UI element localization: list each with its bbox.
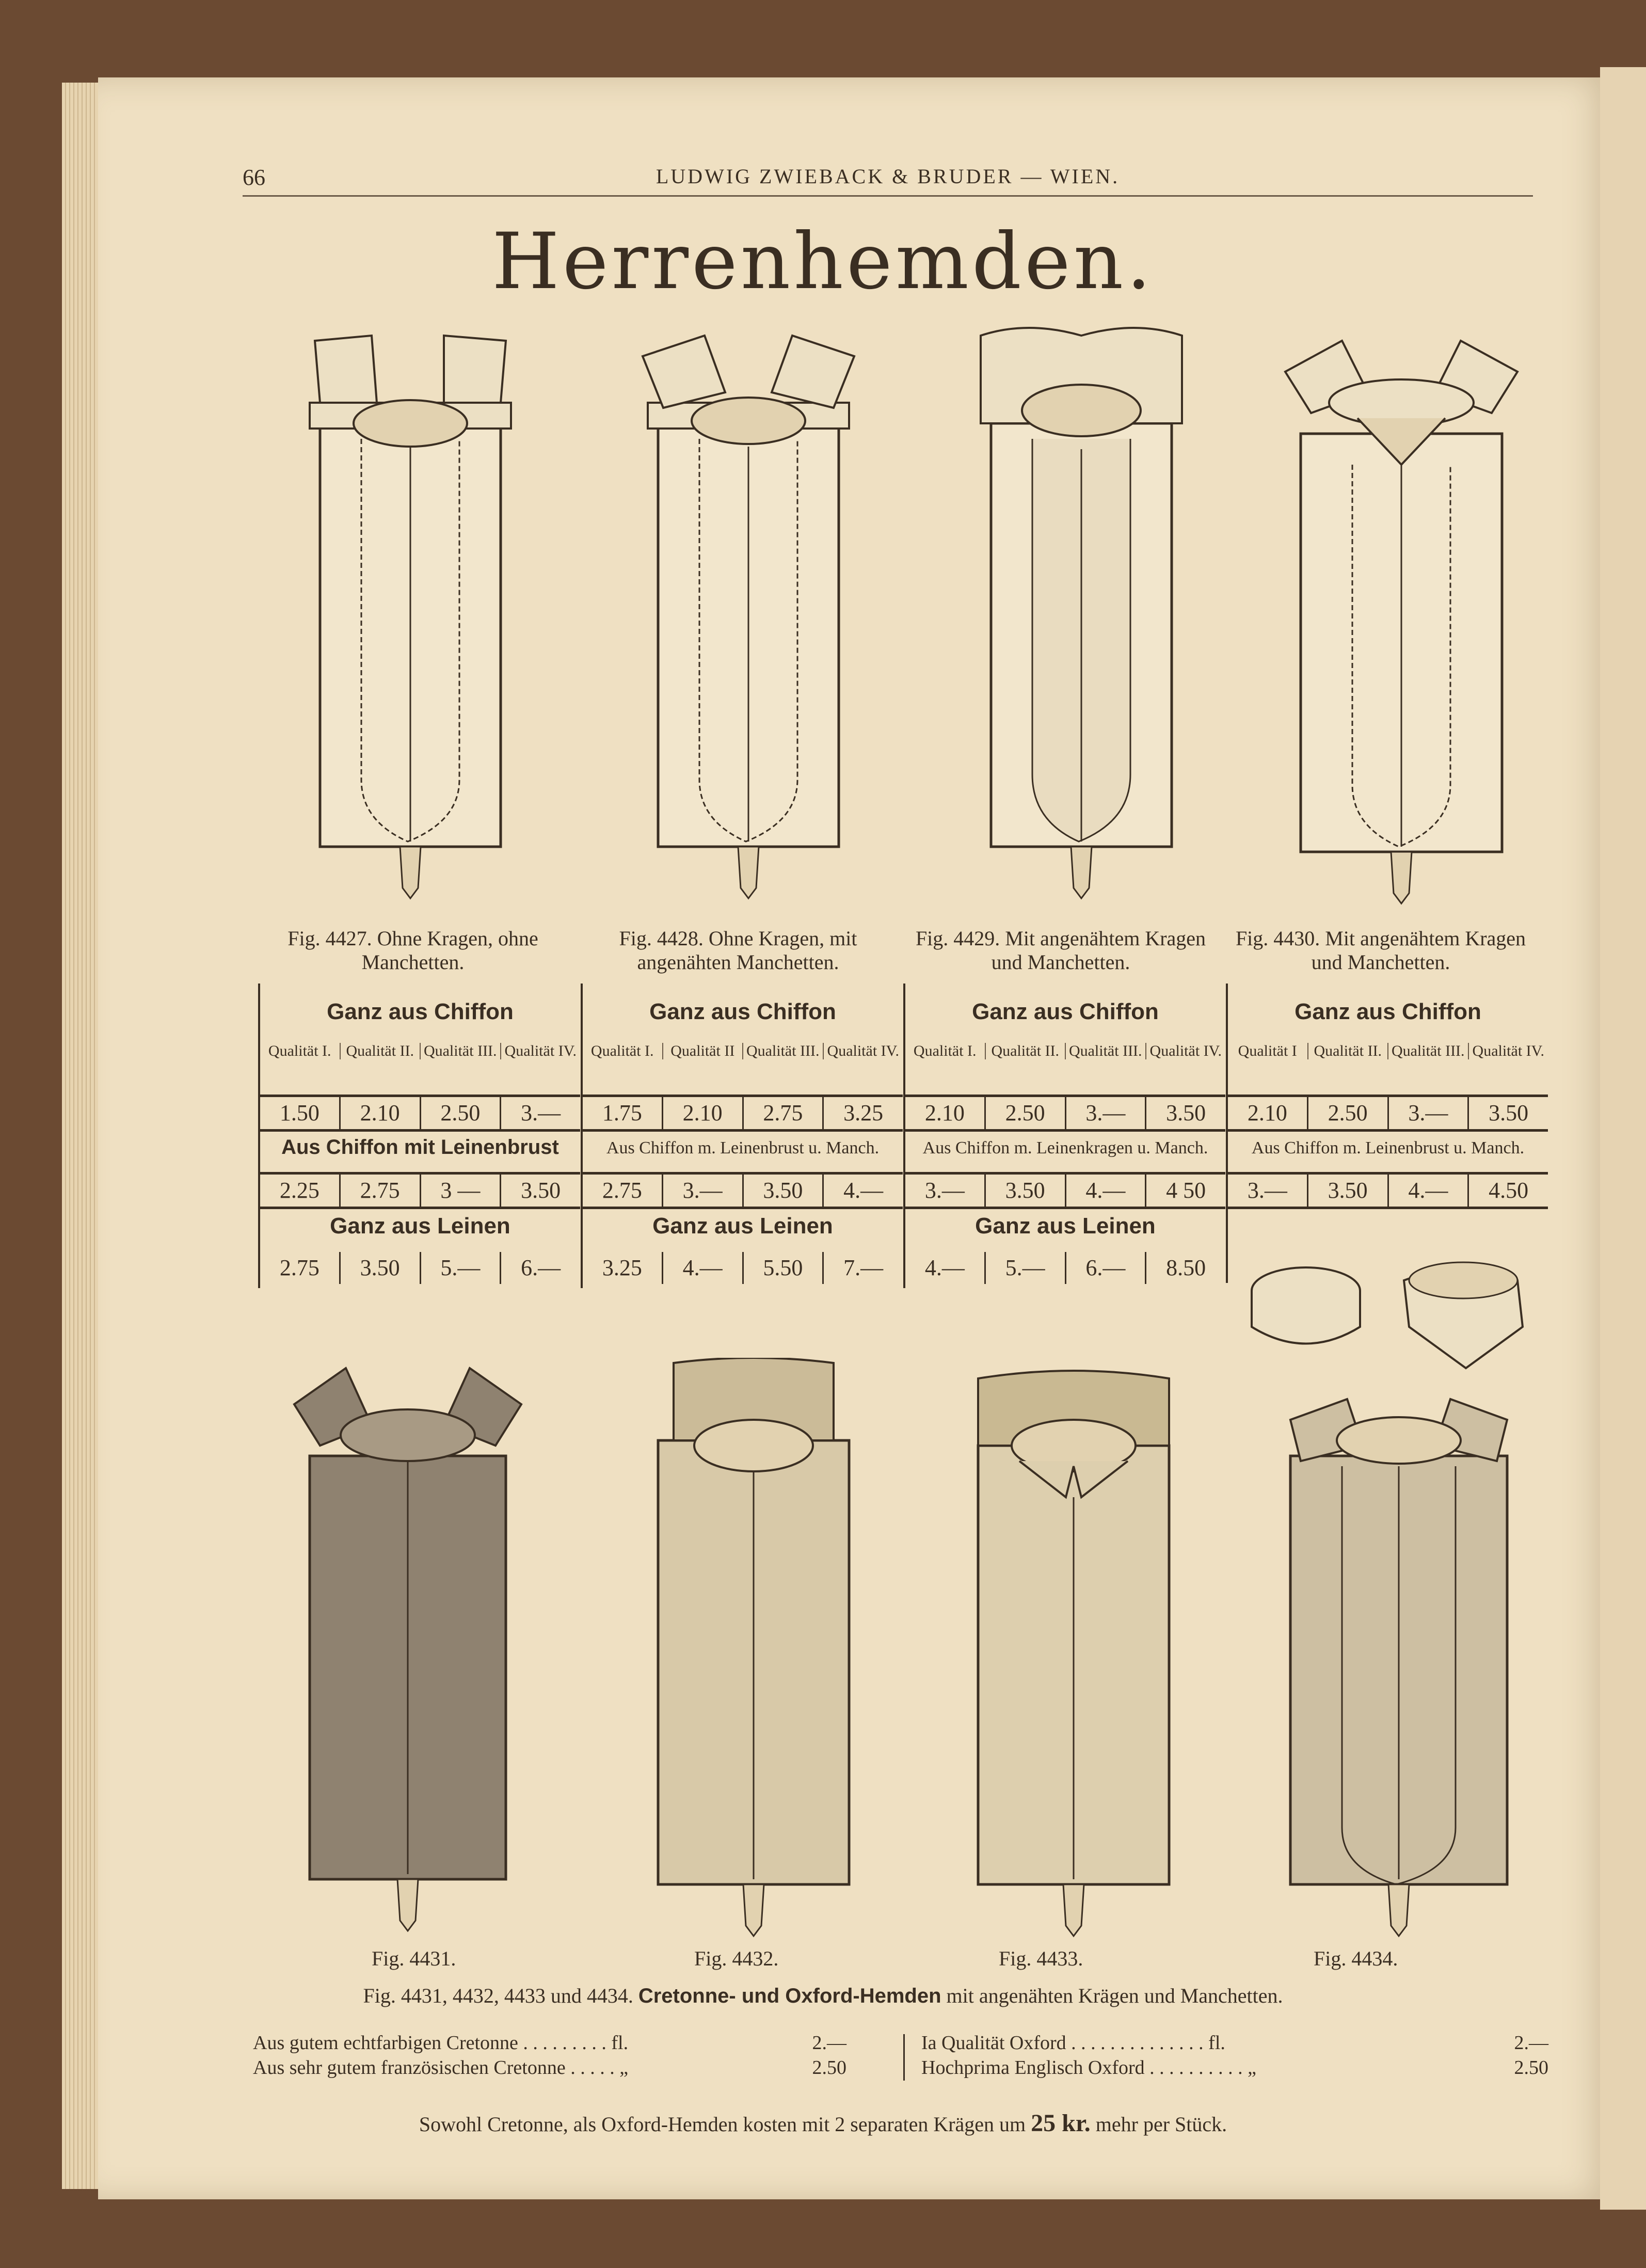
footer-amount: 25 kr.	[1031, 2110, 1091, 2137]
price-cell: 3.—	[1228, 1175, 1308, 1207]
price-label: Ia Qualität Oxford . . . . . . . . . . . . . . fl.	[921, 2032, 1225, 2054]
price-cell: 1.50	[260, 1097, 341, 1129]
quality-label: Qualität II.	[341, 1043, 421, 1059]
page-title: Herrenhemden.	[491, 217, 1155, 307]
caption-prefix: Fig. 4431, 4432, 4433 und 4434.	[363, 1984, 633, 2007]
price-cell: 4.—	[843, 1178, 884, 1203]
price-cell: 5.50	[744, 1252, 824, 1284]
price-cell: 2.10	[1228, 1097, 1308, 1129]
price-value: 2.—	[1514, 2032, 1548, 2054]
price-cell: 3.—	[1066, 1097, 1147, 1129]
price-divider	[903, 2034, 905, 2081]
price-row	[1228, 1095, 1548, 1132]
quality-row	[1228, 1043, 1548, 1059]
section-heading: Aus Chiffon m. Leinenbrust u. Manch.	[606, 1138, 880, 1157]
page-number: 66	[243, 165, 265, 190]
quality-label: Qualität IV.	[1472, 1042, 1544, 1059]
section-heading: Aus Chiffon m. Leinenkragen u. Manch.	[922, 1138, 1208, 1157]
quality-label: Qualität II	[663, 1043, 744, 1059]
figure-caption-4430: Fig. 4430. Mit angenähtem Kragen und Manchetten.	[1235, 927, 1526, 974]
price-line-left-2	[253, 2056, 846, 2079]
figure-caption-4428: Fig. 4428. Ohne Kragen, mit angenähten Manchetten.	[619, 927, 857, 974]
price-cell: 4.—	[1066, 1175, 1147, 1207]
price-cell: 3.50	[1489, 1100, 1529, 1125]
quality-label: Qualität I.	[260, 1043, 341, 1059]
section-heading: Ganz aus Leinen	[652, 1213, 833, 1239]
price-cell: 2.50	[421, 1097, 502, 1129]
shirt-illustration-4427	[289, 325, 532, 903]
figure-label-4433: Fig. 4433.	[999, 1947, 1083, 1970]
price-row	[583, 1252, 903, 1284]
price-table-4429	[903, 984, 1225, 1288]
section-heading: Ganz aus Leinen	[330, 1213, 510, 1239]
section-heading: Ganz aus Leinen	[975, 1213, 1156, 1239]
price-cell: 6.—	[521, 1255, 561, 1280]
price-table-4430	[1226, 984, 1548, 1283]
price-label: Hochprima Englisch Oxford . . . . . . . . . . „	[921, 2057, 1257, 2079]
price-cell: 4.—	[905, 1252, 986, 1284]
price-cell: 2.10	[905, 1097, 986, 1129]
price-row	[260, 1172, 580, 1209]
quality-label: Qualität II.	[1308, 1043, 1389, 1059]
facing-page-edge	[1600, 67, 1646, 2210]
price-table-4428	[581, 984, 903, 1288]
price-row	[260, 1095, 580, 1132]
price-table-4427	[258, 984, 580, 1288]
price-cell: 8.50	[1166, 1255, 1206, 1280]
price-cell: 5.—	[986, 1252, 1066, 1284]
price-cell: 2.75	[744, 1097, 824, 1129]
price-cell: 4.50	[1489, 1178, 1529, 1203]
price-cell: 3.25	[583, 1252, 663, 1284]
price-cell: 2.50	[1308, 1097, 1389, 1129]
quality-label: Qualität IV.	[827, 1042, 899, 1059]
section-heading: Ganz aus Chiffon	[972, 999, 1159, 1024]
price-cell: 3.50	[986, 1175, 1066, 1207]
price-cell: 7.—	[843, 1255, 884, 1280]
quality-label: Qualität II.	[986, 1043, 1066, 1059]
page-header	[243, 164, 1533, 197]
shirt-illustration-4431	[289, 1358, 526, 1936]
price-cell: 4 50	[1166, 1178, 1206, 1203]
price-cell: 3 —	[421, 1175, 502, 1207]
price-value: 2.—	[812, 2032, 846, 2054]
price-cell: 3.—	[663, 1175, 744, 1207]
price-line-right-2	[921, 2056, 1548, 2079]
quality-label: Qualität III.	[1066, 1043, 1146, 1059]
figure-label-4434: Fig. 4434.	[1314, 1947, 1398, 1970]
price-row	[583, 1172, 903, 1209]
quality-label: Qualität I.	[583, 1043, 663, 1059]
price-cell: 3.—	[905, 1175, 986, 1207]
price-cell: 3.25	[843, 1100, 884, 1125]
price-cell: 4.—	[663, 1252, 744, 1284]
quality-label: Qualität III.	[1388, 1043, 1469, 1059]
section-heading: Ganz aus Chiffon	[327, 999, 514, 1024]
quality-row	[583, 1043, 903, 1059]
shirt-illustration-4430	[1280, 330, 1523, 909]
shirt-illustration-4428	[627, 325, 870, 903]
quality-label: Qualität III.	[421, 1043, 501, 1059]
price-cell: 3.50	[1166, 1100, 1206, 1125]
collar-illustrations	[1244, 1249, 1533, 1378]
price-cell: 3.50	[521, 1178, 561, 1203]
quality-label: Qualität IV.	[1149, 1042, 1222, 1059]
section-heading: Ganz aus Chiffon	[1295, 999, 1481, 1024]
footer-suffix: mehr per Stück.	[1095, 2113, 1227, 2136]
running-title: LUDWIG ZWIEBACK & BRUDER — WIEN.	[656, 165, 1120, 188]
section-heading: Ganz aus Chiffon	[649, 999, 836, 1024]
price-row	[583, 1095, 903, 1132]
quality-label: Qualität I.	[905, 1043, 986, 1059]
footer-text: Sowohl Cretonne, als Oxford-Hemden kosten mit 2 separaten Krägen um	[419, 2113, 1026, 2136]
caption-suffix: mit angenähten Krägen und Manchetten.	[946, 1984, 1283, 2007]
quality-row	[260, 1043, 580, 1059]
quality-label: Qualität III.	[743, 1043, 824, 1059]
price-row	[905, 1252, 1225, 1284]
quality-label: Qualität IV.	[504, 1042, 577, 1059]
price-value: 2.50	[1514, 2057, 1548, 2079]
price-row	[260, 1252, 580, 1284]
shirt-illustration-4433	[963, 1363, 1185, 1941]
caption-bold: Cretonne- und Oxford-Hemden	[638, 1985, 941, 2007]
section-heading: Aus Chiffon m. Leinenbrust u. Manch.	[1251, 1138, 1525, 1157]
price-cell: 3.50	[1308, 1175, 1389, 1207]
price-cell: 3.—	[1389, 1097, 1469, 1129]
shirt-illustration-4432	[643, 1358, 865, 1941]
figure-label-4431: Fig. 4431.	[372, 1947, 456, 1970]
figure-caption-4427: Fig. 4427. Ohne Kragen, ohne Manchetten.	[287, 927, 538, 974]
price-label: Aus sehr gutem französischen Cretonne . . . . . „	[253, 2057, 629, 2079]
section-heading: Aus Chiffon mit Leinenbrust	[281, 1136, 559, 1159]
price-line-left-1	[253, 2032, 846, 2054]
quality-label: Qualität I	[1228, 1043, 1308, 1059]
price-cell: 3.—	[521, 1100, 561, 1125]
price-cell: 2.10	[341, 1097, 421, 1129]
price-value: 2.50	[812, 2057, 846, 2079]
figure-label-4432: Fig. 4432.	[694, 1947, 779, 1970]
price-cell: 3.50	[341, 1252, 421, 1284]
price-cell: 2.75	[341, 1175, 421, 1207]
quality-row	[905, 1043, 1225, 1059]
shirt-illustration-4434	[1280, 1389, 1517, 1941]
price-cell: 1.75	[583, 1097, 663, 1129]
price-row	[1228, 1172, 1548, 1209]
price-line-right-1	[921, 2032, 1548, 2054]
price-cell: 5.—	[421, 1252, 502, 1284]
price-cell: 2.75	[260, 1252, 341, 1284]
price-row	[905, 1172, 1225, 1209]
price-cell: 3.50	[744, 1175, 824, 1207]
price-cell: 6.—	[1066, 1252, 1147, 1284]
price-cell: 2.50	[986, 1097, 1066, 1129]
bottom-figures-caption	[0, 1984, 1646, 2008]
footer-note	[0, 2109, 1646, 2137]
figure-caption-4429: Fig. 4429. Mit angenähtem Kragen und Manchetten.	[915, 927, 1206, 974]
price-cell: 4.—	[1389, 1175, 1469, 1207]
price-cell: 2.75	[583, 1175, 663, 1207]
price-cell: 2.10	[663, 1097, 744, 1129]
price-label: Aus gutem echtfarbigen Cretonne . . . . . . . . . fl.	[253, 2032, 629, 2054]
shirt-illustration-4429	[960, 320, 1203, 903]
price-row	[905, 1095, 1225, 1132]
price-cell: 2.25	[260, 1175, 341, 1207]
